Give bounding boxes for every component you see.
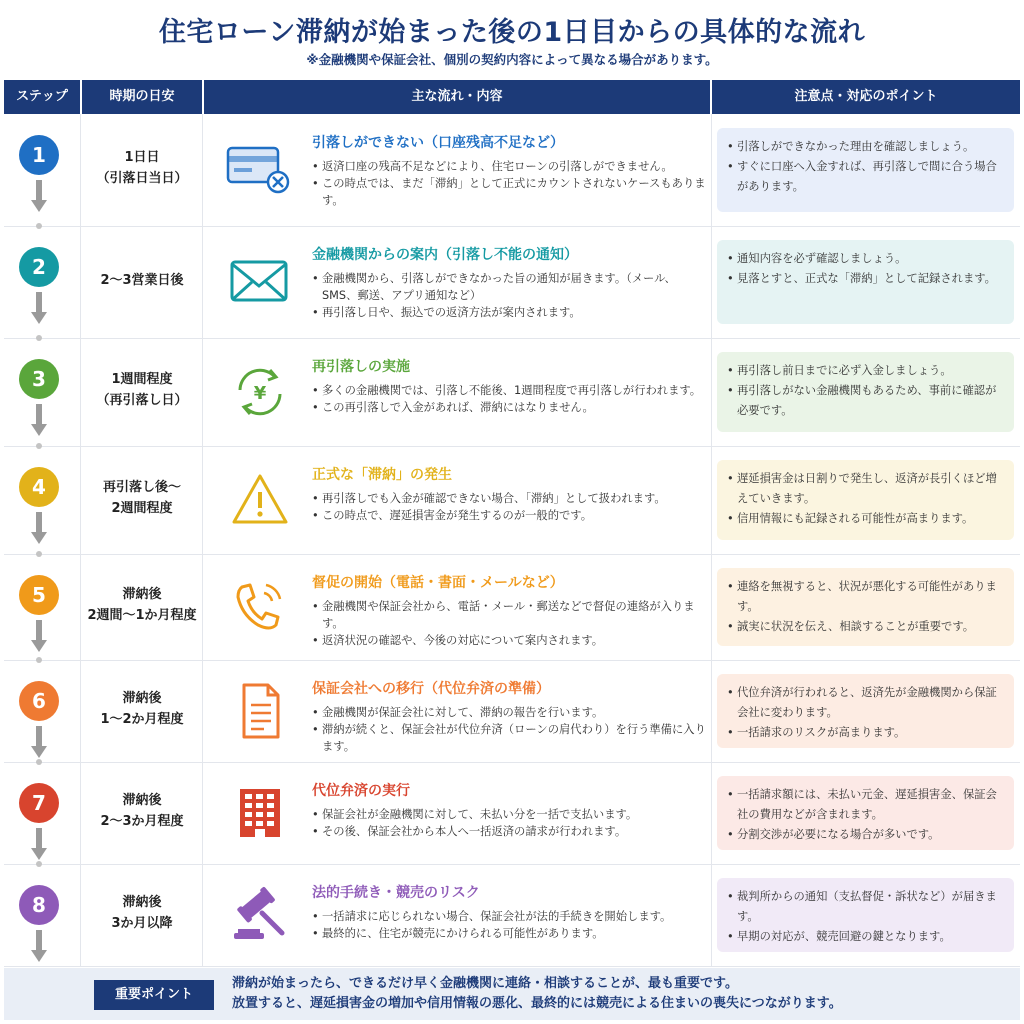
step-bullet: • 再引落しでも入金が確認できない場合、「滞納」として扱われます。 [312, 490, 707, 507]
down-arrow-icon [31, 930, 47, 964]
step-note: • 分割交渉が必要になる場合が多いです。 [727, 825, 1004, 845]
step-notes-box [717, 352, 1014, 432]
step-bullet: • 金融機関が保証会社に対して、滞納の報告を行います。 [312, 704, 707, 721]
step-content [312, 244, 707, 321]
step-connector-dot [36, 861, 42, 867]
important-point-message [232, 974, 1012, 1014]
step-title: 正式な「滞納」の発生 [312, 467, 452, 483]
step-bullet-list [312, 908, 707, 942]
down-arrow-icon [31, 512, 47, 546]
step-number-badge: 2 [19, 247, 59, 287]
step-bullet: • 最終的に、住宅が競売にかけられる可能性があります。 [312, 925, 707, 942]
step-note: • すぐに口座へ入金すれば、再引落しで間に合う場合があります。 [727, 157, 1004, 197]
step-timing-line-1: 1日日 [124, 150, 160, 165]
step-connector-dot [36, 335, 42, 341]
step-notes-box [717, 878, 1014, 952]
step-content [312, 882, 707, 942]
header-step: ステップ [16, 89, 68, 104]
phone-icon [224, 575, 296, 639]
important-point-banner [4, 968, 1020, 1020]
yen-cycle-icon [224, 360, 296, 424]
step-timing [82, 790, 202, 832]
envelope-icon [224, 250, 296, 314]
row-divider [4, 226, 1020, 227]
step-timing-line-2: 2週間〜1か月程度 [87, 608, 197, 623]
document-icon [224, 679, 296, 743]
down-arrow-icon [31, 180, 47, 214]
step-title: 法的手続き・競売のリスク [312, 885, 480, 901]
step-timing-line-1: 滞納後 [122, 691, 162, 706]
step-notes-box [717, 776, 1014, 850]
step-note: • 引落しができなかった理由を確認しましょう。 [727, 137, 1004, 157]
row-divider [4, 554, 1020, 555]
step-note: • 代位弁済が行われると、返済先が金融機関から保証会社に変わります。 [727, 683, 1004, 723]
step-number-badge: 3 [19, 359, 59, 399]
step-note: • 再引落しがない金融機関もあるため、事前に確認が必要です。 [727, 381, 1004, 421]
row-divider [4, 446, 1020, 447]
step-timing-line-2: （引落日当日） [96, 171, 188, 186]
step-timing-line-1: 1週間程度 [111, 372, 173, 387]
step-note: • 早期の対応が、競売回避の鍵となります。 [727, 927, 1004, 947]
important-point-line-1: 滞納が始まったら、できるだけ早く金融機関に連絡・相談することが、最も重要です。 [232, 976, 738, 991]
step-title: 保証会社への移行（代位弁済の準備） [312, 681, 550, 697]
step-note: • 遅延損害金は日割りで発生し、返済が長引くほど増えていきます。 [727, 469, 1004, 509]
step-timing-line-1: 滞納後 [122, 587, 162, 602]
step-title: 督促の開始（電話・書面・メールなど） [312, 575, 564, 591]
step-content [312, 780, 707, 840]
step-connector-dot [36, 443, 42, 449]
step-number-badge: 6 [19, 681, 59, 721]
header-timing: 時期の日安 [109, 89, 175, 104]
important-point-badge: 重要ポイント [94, 980, 214, 1010]
step-note: • 裁判所からの通知（支払督促・訴状など）が届きます。 [727, 887, 1004, 927]
step-content [312, 678, 707, 755]
step-notes-box [717, 460, 1014, 540]
down-arrow-icon [31, 828, 47, 862]
step-content [312, 572, 707, 649]
row-divider [4, 338, 1020, 339]
step-timing-line-1: 2〜3営業日後 [100, 272, 184, 288]
step-number-badge: 8 [19, 885, 59, 925]
header-points: 注意点・対応のポイント [794, 89, 938, 104]
step-timing [82, 369, 202, 411]
step-notes-box [717, 240, 1014, 324]
step-note: • 連絡を無視すると、状況が悪化する可能性があります。 [727, 577, 1004, 617]
row-divider [4, 966, 1020, 967]
step-title: 代位弁済の実行 [312, 783, 410, 799]
step-title: 金融機関からの案内（引落し不能の通知） [312, 247, 578, 263]
step-bullet: • 返済状況の確認や、今後の対応について案内されます。 [312, 632, 707, 649]
step-note: • 一括請求額には、未払い元金、遅延損害金、保証会社の費用などが含まれます。 [727, 785, 1004, 825]
step-title: 引落しができない（口座残高不足など） [312, 135, 564, 151]
step-note: • 通知内容を必ず確認しましょう。 [727, 249, 1004, 269]
step-timing-line-2: 3か月以降 [111, 916, 173, 931]
down-arrow-icon [31, 726, 47, 760]
page-subtitle: ※金融機関や保証会社、個別の契約内容によって異なる場合があります。 [306, 52, 718, 67]
step-bullet-list [312, 382, 707, 416]
step-bullet: • 保証会社が金融機関に対して、未払い分を一括で支払います。 [312, 806, 707, 823]
step-number-badge: 7 [19, 783, 59, 823]
step-connector-dot [36, 551, 42, 557]
row-divider [4, 864, 1020, 865]
step-bullet: • 金融機関や保証会社から、電話・メール・郵送などで督促の連絡が入ります。 [312, 598, 707, 632]
gavel-icon [224, 883, 296, 947]
step-note: • 誠実に状況を伝え、相談することが重要です。 [727, 617, 1004, 637]
step-bullet: • 返済口座の残高不足などにより、住宅ローンの引落しができません。 [312, 158, 707, 175]
step-timing [82, 892, 202, 934]
step-timing-line-1: 滞納後 [122, 895, 162, 910]
step-bullet: • 滞納が続くと、保証会社が代位弁済（ローンの肩代わり）を行う準備に入ります。 [312, 721, 707, 755]
step-bullet-list [312, 490, 707, 524]
step-content [312, 464, 707, 524]
step-connector-dot [36, 759, 42, 765]
step-bullet: • この時点では、まだ「滞納」として正式にカウントされないケースもあります。 [312, 175, 707, 209]
step-timing-line-2: 2週間程度 [111, 501, 173, 516]
step-bullet: • 再引落し日や、振込での返済方法が案内されます。 [312, 304, 707, 321]
step-bullet: • この時点で、遅延損害金が発生するのが一般的です。 [312, 507, 707, 524]
step-number-badge: 4 [19, 467, 59, 507]
step-timing-line-2: 2〜3か月程度 [100, 814, 184, 829]
step-connector-dot [36, 223, 42, 229]
row-divider [4, 660, 1020, 661]
step-bullet-list [312, 158, 707, 209]
header-flow: 主な流れ・内容 [411, 89, 503, 104]
step-number-badge: 1 [19, 135, 59, 175]
step-content [312, 356, 707, 416]
step-bullet-list [312, 806, 707, 840]
step-bullet: • その後、保証会社から本人へ一括返済の請求が行われます。 [312, 823, 707, 840]
step-timing-line-1: 滞納後 [122, 793, 162, 808]
row-divider [4, 762, 1020, 763]
step-timing [82, 477, 202, 519]
step-title: 再引落しの実施 [312, 359, 410, 375]
step-timing [82, 270, 202, 291]
step-note: • 信用情報にも記録される可能性が高まります。 [727, 509, 1004, 529]
credit-card-x-icon [224, 138, 296, 202]
step-number-badge: 5 [19, 575, 59, 615]
step-timing [82, 147, 202, 189]
step-connector-dot [36, 657, 42, 663]
step-bullet-list [312, 704, 707, 755]
step-note: • 再引落し前日までに必ず入金しましょう。 [727, 361, 1004, 381]
step-timing-line-2: （再引落し日） [96, 393, 188, 408]
step-bullet: • 金融機関から、引落しができなかった旨の通知が届きます。（メール、SMS、郵送、アプリ通知など） [312, 270, 707, 304]
important-point-line-2: 放置すると、遅延損害金の増加や信用情報の悪化、最終的には競売による住まいの喪失につながります。 [232, 996, 842, 1011]
step-timing-line-2: 1〜2か月程度 [100, 712, 184, 727]
step-bullet: • 一括請求に応じられない場合、保証会社が法的手続きを開始します。 [312, 908, 707, 925]
step-notes-box [717, 128, 1014, 212]
step-timing [82, 584, 202, 626]
step-timing-line-1: 再引落し後〜 [102, 480, 181, 495]
page-title: 住宅ローン滞納が始まった後の1日目からの具体的な流れ [158, 17, 866, 48]
warning-icon [224, 468, 296, 532]
step-bullet: • この再引落しで入金があれば、滞納にはなりません。 [312, 399, 707, 416]
step-note: • 見落とすと、正式な「滞納」として記録されます。 [727, 269, 1004, 289]
step-timing [82, 688, 202, 730]
down-arrow-icon [31, 404, 47, 438]
svg-text:¥: ¥ [253, 383, 267, 404]
step-bullet-list [312, 270, 707, 321]
step-bullet: • 多くの金融機関では、引落し不能後、1週間程度で再引落しが行われます。 [312, 382, 707, 399]
building-icon [224, 781, 296, 845]
step-content [312, 132, 707, 209]
down-arrow-icon [31, 620, 47, 654]
table-header [4, 80, 1020, 114]
step-notes-box [717, 674, 1014, 748]
step-notes-box [717, 568, 1014, 646]
step-bullet-list [312, 598, 707, 649]
down-arrow-icon [31, 292, 47, 326]
step-note: • 一括請求のリスクが高まります。 [727, 723, 1004, 743]
